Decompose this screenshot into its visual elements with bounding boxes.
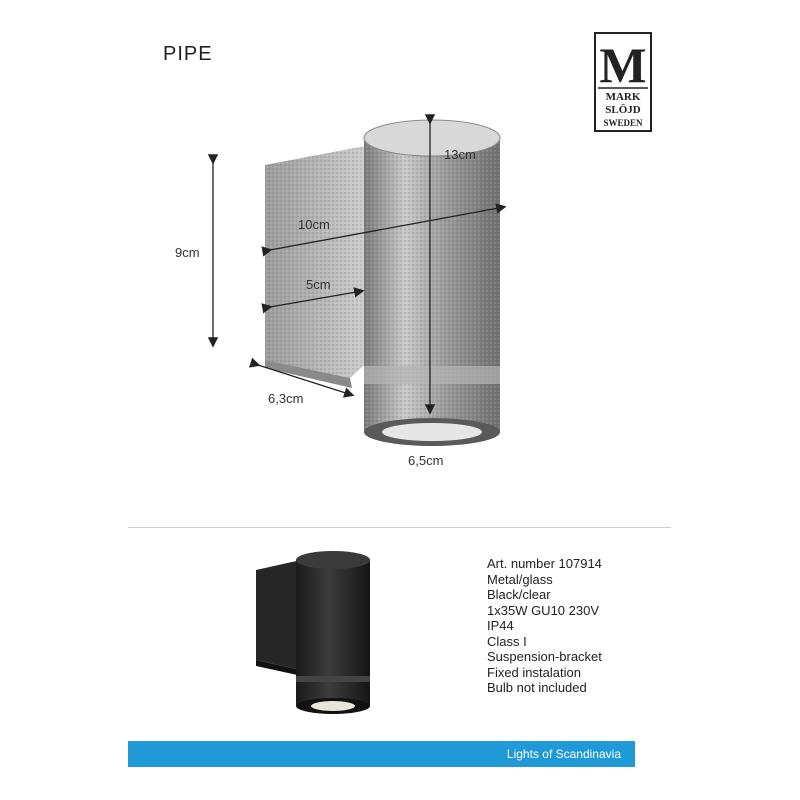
logo-line-3: SWEDEN xyxy=(603,118,643,128)
logo-line-2: SLÖJD xyxy=(605,104,641,116)
logo-letter: M xyxy=(599,37,647,93)
spec-item: Black/clear xyxy=(487,587,551,602)
spec-item: IP44 xyxy=(487,618,514,633)
spec-list xyxy=(487,556,602,696)
product-title: PIPE xyxy=(163,43,213,65)
dim-bracket-depth: 5cm xyxy=(306,277,331,292)
dim-total-height: 13cm xyxy=(444,147,476,162)
dim-depth: 10cm xyxy=(298,217,330,232)
spec-item: Suspension-bracket xyxy=(487,649,602,664)
footer-text: Lights of Scandinavia xyxy=(506,747,621,761)
spec-item: 1x35W GU10 230V xyxy=(487,602,600,618)
spec-item: Fixed instalation xyxy=(487,664,581,680)
spec-item: Class I xyxy=(487,633,527,649)
spec-item: Art. number 107914 xyxy=(487,556,602,571)
spec-item: Bulb not included xyxy=(487,680,587,695)
logo-line-1: MARK xyxy=(605,91,641,103)
dim-height: 9cm xyxy=(175,245,200,260)
dim-diameter: 6,5cm xyxy=(408,453,444,468)
product-photo xyxy=(248,548,388,726)
spec-item: Metal/glass xyxy=(487,571,553,587)
dim-bracket-width: 6,3cm xyxy=(268,391,304,406)
footer-bar xyxy=(128,741,635,767)
lamp-cylinder xyxy=(364,120,500,446)
wall-plate xyxy=(265,145,370,388)
divider xyxy=(128,527,671,528)
